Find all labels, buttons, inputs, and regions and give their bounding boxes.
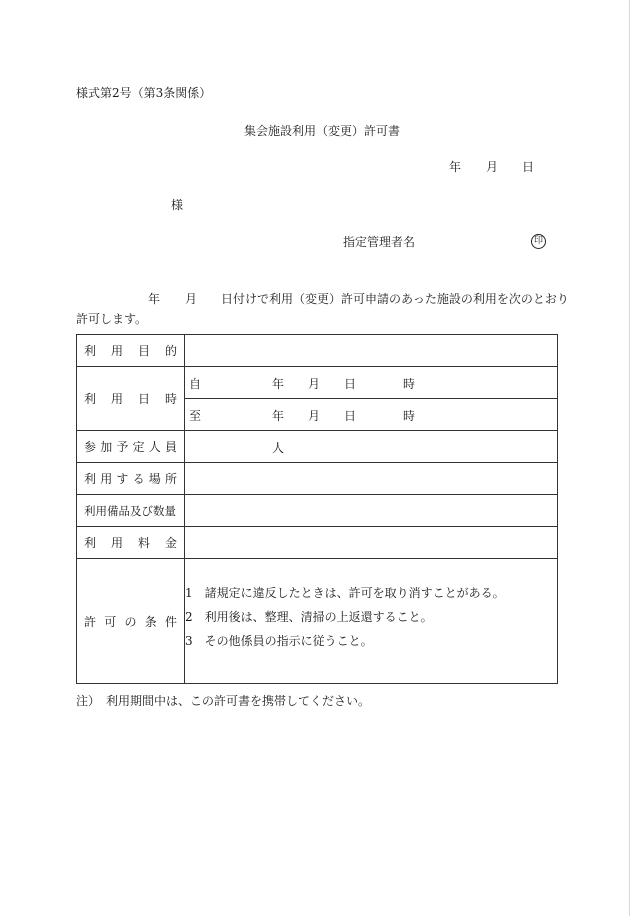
purpose-label: 利 用 目 的 [77, 335, 185, 367]
date-month: 月 [486, 160, 499, 174]
table-row-attendees [77, 431, 558, 463]
to-month: 月 [308, 409, 321, 423]
conditions-list [185, 559, 558, 684]
document-title: 集会施設利用（変更）許可書 [244, 124, 401, 138]
to-prefix: 至 [189, 409, 202, 423]
condition-item: 2 利用後は、整理、清掃の上返還すること。 [185, 610, 433, 624]
equipment-label: 利用備品及び数量 [77, 495, 185, 527]
from-prefix: 自 [189, 377, 202, 391]
condition-item: 3 その他係員の指示に従うこと。 [185, 634, 373, 648]
datetime-to-cell [185, 399, 558, 431]
issuer-label: 指定管理者名 [343, 235, 416, 249]
table-row-conditions [77, 559, 558, 684]
date-year: 年 [449, 160, 462, 174]
conditions-label: 許 可 の 条 件 [77, 559, 185, 684]
fee-value [185, 527, 558, 559]
seal-mark: 印 [531, 234, 546, 249]
place-label: 利 用 す る 場 所 [77, 463, 185, 495]
table-row-datetime-from [77, 367, 558, 399]
attendees-label: 参 加 予 定 人 員 [77, 431, 185, 463]
intro-rest: 日付けで利用（変更）許可申請のあった施設の利用を次のとおり [221, 292, 569, 306]
equipment-value [185, 495, 558, 527]
from-month: 月 [308, 377, 321, 391]
intro-month: 月 [185, 292, 198, 306]
place-value [185, 463, 558, 495]
attendees-unit: 人 [272, 441, 285, 455]
addressee-suffix: 様 [171, 198, 184, 212]
datetime-from-cell [185, 367, 558, 399]
intro-line2: 許可します。 [76, 312, 148, 326]
form-number: 様式第2号（第3条関係） [76, 86, 212, 100]
from-day: 日 [344, 377, 357, 391]
footnote: 注） 利用期間中は、この許可書を携帯してください。 [76, 694, 371, 708]
intro-year: 年 [148, 292, 161, 306]
purpose-value [185, 335, 558, 367]
table-row-fee [77, 527, 558, 559]
attendees-value [185, 431, 558, 463]
from-year: 年 [272, 377, 285, 391]
datetime-label: 利 用 日 時 [77, 367, 185, 431]
condition-item: 1 諸規定に違反したときは、許可を取り消すことがある。 [185, 586, 505, 600]
permit-table [76, 334, 558, 684]
table-row-purpose [77, 335, 558, 367]
table-row-place [77, 463, 558, 495]
fee-label: 利 用 料 金 [77, 527, 185, 559]
date-day: 日 [522, 160, 535, 174]
to-day: 日 [344, 409, 357, 423]
to-year: 年 [272, 409, 285, 423]
table-row-equipment [77, 495, 558, 527]
to-hour: 時 [403, 409, 416, 423]
from-hour: 時 [403, 377, 416, 391]
